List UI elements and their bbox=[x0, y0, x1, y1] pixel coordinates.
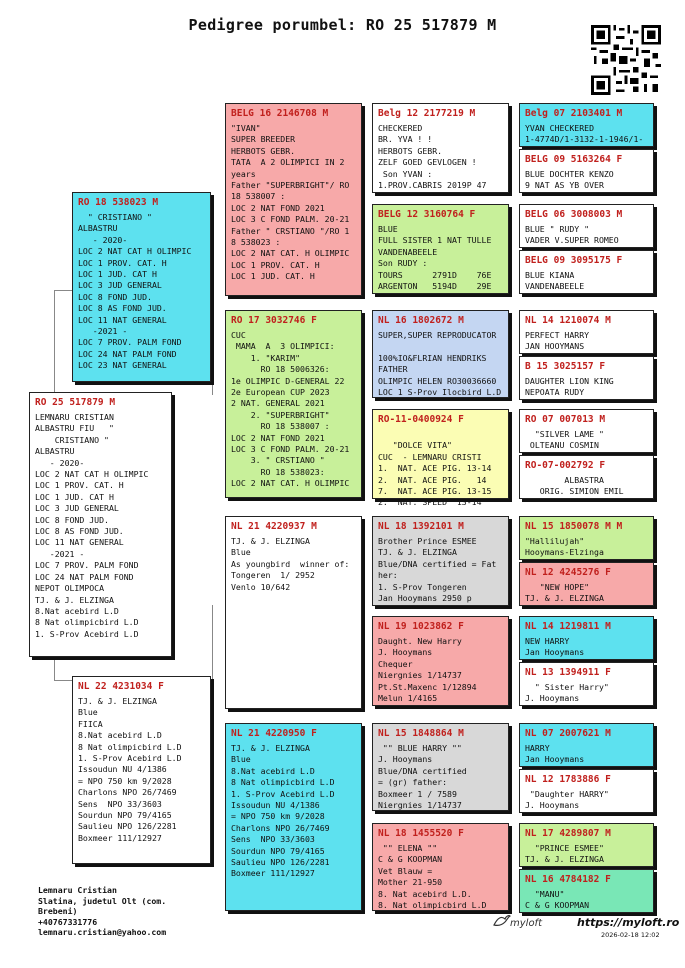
ggp-card bbox=[372, 516, 509, 606]
pedigree-id: BELG 12 3160764 F bbox=[378, 209, 476, 220]
gggp-card bbox=[519, 149, 654, 193]
pedigree-id: NL 16 1802672 M bbox=[378, 315, 464, 326]
ggp-card bbox=[372, 310, 509, 398]
pedigree-notes: "" BLUE HARRY "" J. Hooymans Blue/DNA certified = (gr) father: Boxmeer 1 / 7589 Niergnies 1/14737 bbox=[378, 743, 467, 811]
grandsire-maternal bbox=[225, 516, 362, 709]
sire-id: RO 18 538023 M bbox=[78, 197, 159, 208]
gggp-card bbox=[519, 356, 654, 400]
pedigree-id: NL 21 4220937 M bbox=[231, 521, 317, 532]
qr-code bbox=[591, 25, 661, 95]
pedigree-id: RO 07 007013 M bbox=[525, 414, 606, 425]
pedigree-id: NL 12 1783886 F bbox=[525, 774, 611, 785]
ggp-card bbox=[372, 723, 509, 811]
pedigree-notes: SUPER,SUPER REPRODUCATOR 100%IO&FLRIAN HENDRIKS FATHER OLIMPIC HELEN RO30036660 LOC 1 S-Prov Ilocbird L.D bbox=[378, 330, 502, 398]
pedigree-notes: "NEW HOPE" TJ. & J. ELZINGA bbox=[525, 582, 604, 604]
pedigree-notes: "" ELENA "" C & G KOOPMAN Vet Blauw = Mother 21-950 8. Nat acebird L.D. 8. Nat olimpicbird L.D bbox=[378, 843, 487, 911]
pedigree-id: BELG 06 3008003 M bbox=[525, 209, 623, 220]
bird-logo-icon bbox=[493, 914, 511, 928]
pedigree-notes: PERFECT HARRY JAN HOOYMANS bbox=[525, 330, 590, 352]
gggp-card bbox=[519, 204, 654, 248]
pedigree-id: NL 12 4245276 F bbox=[525, 567, 611, 578]
gggp-card bbox=[519, 662, 654, 706]
pedigree-id: NL 07 2007621 M bbox=[525, 728, 611, 739]
pedigree-notes: Brother Prince ESMEE TJ. & J. ELZINGA Blue/DNA certified = Fat her: 1. S-Prov Tongeren Jan Hooymans 2950 p bbox=[378, 536, 497, 604]
pedigree-notes: BLUE FULL SISTER 1 NAT TULLE VANDENABEELE Son RUDY : TOURS 2791D 76E ARGENTON 5194D 29E bbox=[378, 224, 492, 292]
subject-text: LEMNARU CRISTIAN ALBASTRU FIU " CRISTIANO " ALBASTRU - 2020- LOC 2 NAT CAT H OLIMPIC LOC 1 PROV. CAT. H LOC 1 JUD. CAT H LOC 3 JUD GENERAL LOC 8 FOND JUD. LOC 8 AS FOND JUD. LOC 11 NAT GENERAL -2021 - LOC 7 PROV. PALM FOND LOC 24 NAT PALM FOND NEPOT OLIMPOCA TJ. & J. ELZINGA 8.Nat acebird L.D 8 Nat olimpicbird L.D 1. S-Prov Acebird L.D bbox=[35, 412, 149, 639]
pedigree-id: BELG 16 2146708 M bbox=[231, 108, 329, 119]
pedigree-id: NL 14 1210074 M bbox=[525, 315, 611, 326]
owner-contact: Lemnaru Cristian Slatina, judetul Olt (com. Brebeni) +40767331776 lemnaru.cristian@yahoo.com bbox=[38, 885, 167, 937]
pedigree-id: NL 14 1219811 M bbox=[525, 621, 611, 632]
pedigree-id: NL 15 1850078 M M bbox=[525, 521, 623, 532]
pedigree-notes: "Daughter HARRY" J. Hooymans bbox=[525, 789, 609, 811]
granddam-maternal bbox=[225, 723, 362, 911]
subject-card bbox=[29, 392, 172, 657]
pedigree-notes: ALBASTRA ORIG. SIMION EMIL bbox=[539, 475, 624, 497]
ggp-card bbox=[372, 616, 509, 706]
gggp-card bbox=[519, 516, 654, 560]
pedigree-notes: TJ. & J. ELZINGA Blue As youngbird winner of: Tongeren 1/ 2952 Venlo 10/642 bbox=[231, 536, 350, 592]
pedigree-id: Belg 07 2103401 M bbox=[525, 108, 623, 119]
ggp-card bbox=[372, 823, 509, 911]
pedigree-id: NL 19 1023862 F bbox=[378, 621, 464, 632]
dam-text: TJ. & J. ELZINGA Blue FIICA 8.Nat acebird L.D 8 Nat olimpicbird L.D 1. S-Prov Acebird L.D Issoudun NU 4/1386 = NPO 750 km 9/2028 Charlons NPO 26/7469 Sens NPO 33/3603 Sourdun NPO 79/4165 Saulieu NPO 126/2281 Boxmeer 111/12927 bbox=[78, 696, 182, 843]
pedigree-notes: "Hallilujah" Hooymans-Elzinga bbox=[525, 536, 604, 558]
pedigree-notes: "DOLCE VITA" CUC - LEMNARU CRISTI 1. NAT. ACE PIG. 13-14 2. NAT. ACE PIG. 14 7. NAT. ACE PIG. 13-15 2. NAT. SPEED 13-14 bbox=[378, 440, 492, 508]
page-title: Pedigree porumbel: RO 25 517879 M bbox=[188, 16, 497, 34]
ggp-card bbox=[372, 409, 509, 508]
pedigree-id: NL 16 4784182 F bbox=[525, 874, 611, 885]
pedigree-notes: "SILVER LAME " OLTEANU COSMIN bbox=[529, 429, 604, 451]
pedigree-notes: TJ. & J. ELZINGA Blue 8.Nat acebird L.D 8 Nat olimpicbird L.D 1. S-Prov Acebird L.D Issoudun NU 4/1386 = NPO 750 km 9/2028 Charlons NPO 26/7469 Sens NPO 33/3603 Sourdun NPO 79/4165 Saulieu NPO 126/2281 Boxmeer 111/12927 bbox=[231, 743, 335, 879]
pedigree-id: B 15 3025157 F bbox=[525, 361, 606, 372]
sire-card bbox=[72, 192, 211, 382]
gggp-card bbox=[519, 723, 654, 767]
gggp-card bbox=[519, 103, 654, 147]
pedigree-id: BELG 09 3095175 F bbox=[525, 255, 623, 266]
gggp-card bbox=[519, 310, 654, 354]
pedigree-notes: "PRINCE ESMEE" TJ. & J. ELZINGA bbox=[525, 843, 604, 865]
print-date: 2026-02-18 12:02 bbox=[601, 931, 660, 939]
dam-card bbox=[72, 676, 211, 864]
pedigree-notes: Daught. New Harry J. Hooymans Chequer Niergnies 1/14737 Pt.St.Maxenc 1/12894 Melun 1/4165 bbox=[378, 636, 477, 704]
pedigree-notes: CUC MAMA A 3 OLIMPICI: 1. "KARIM" RO 18 5006326: 1e OLIMPIC D-GENERAL 22 2e European CUP 2023 2 NAT. GENERAL 2021 2. "SUPERBRIGHT" RO 18 538007 : LOC 2 NAT FOND 2021 LOC 3 C FOND PALM. 20-21 3. " CRSTIANO " RO 18 538023: LOC 2 NAT CAT. H OLIMPIC bbox=[231, 330, 350, 489]
pedigree-notes: BLUE KIANA VANDENABEELE bbox=[525, 270, 585, 292]
pedigree-notes: DAUGHTER LION KING NEPOATA RUDY bbox=[525, 376, 614, 398]
pedigree-id: NL 15 1848864 M bbox=[378, 728, 464, 739]
dam-id: NL 22 4231034 F bbox=[78, 681, 164, 692]
pedigree-id: RO-07-002792 F bbox=[525, 460, 606, 471]
pedigree-notes: BLUE " RUDY " VADER V.SUPER ROMEO bbox=[525, 224, 619, 246]
gggp-card bbox=[519, 616, 654, 660]
ggp-card bbox=[372, 204, 509, 294]
gggp-card bbox=[519, 869, 654, 913]
gggp-card bbox=[519, 409, 654, 453]
pedigree-id: BELG 09 5163264 F bbox=[525, 154, 623, 165]
gggp-card bbox=[519, 250, 654, 294]
pedigree-notes: "MANU" C & G KOOPMAN bbox=[525, 889, 590, 911]
ggp-card bbox=[372, 103, 509, 193]
pedigree-id: NL 18 1455520 F bbox=[378, 828, 464, 839]
pedigree-id: NL 21 4220950 F bbox=[231, 728, 317, 739]
pedigree-notes: YVAN CHECKERED 1-4774D/1-3132-1-1946/1- bbox=[525, 123, 644, 145]
pedigree-notes: "IVAN" SUPER BREEDER HERBOTS GEBR. TATA A 2 OLIMPICI IN 2 years Father "SUPERBRIGHT"/ RO 18 538007 : LOC 2 NAT FOND 2021 LOC 3 C FOND PALM. 20-21 Father " CRSTIANO "/RO 1 8 538023 : LOC 2 NAT CAT. H OLIMPIC LOC 1 PROV. CAT. H LOC 1 JUD. CAT. H bbox=[231, 123, 350, 282]
website-link[interactable]: https://myloft.ro bbox=[577, 916, 680, 929]
pedigree-id: NL 13 1394911 F bbox=[525, 667, 611, 678]
pedigree-notes: " Sister Harry" J. Hooymans bbox=[525, 682, 609, 704]
sire-text: " CRISTIANO " ALBASTRU - 2020- LOC 2 NAT CAT H OLIMPIC LOC 1 PROV. CAT. H LOC 1 JUD. CAT H LOC 3 JUD GENERAL LOC 8 FOND JUD. LOC 8 AS FOND JUD. LOC 11 NAT GENERAL -2021 - LOC 7 PROV. PALM FOND LOC 24 NAT PALM FOND LOC 23 NAT GENERAL bbox=[78, 212, 192, 371]
gggp-card bbox=[519, 562, 654, 606]
gggp-card bbox=[519, 823, 654, 867]
gggp-card bbox=[519, 769, 654, 813]
subject-id: RO 25 517879 M bbox=[35, 397, 116, 408]
gggp-card bbox=[519, 455, 654, 499]
pedigree-id: RO-11-0400924 F bbox=[378, 414, 464, 425]
pedigree-id: NL 18 1392101 M bbox=[378, 521, 464, 532]
pedigree-notes: NEW HARRY Jan Hooymans bbox=[525, 636, 585, 658]
pedigree-notes: BLUE DOCHTER KENZO 9 NAT AS YB OVER bbox=[525, 169, 614, 191]
pedigree-notes: HARRY Jan Hooymans bbox=[525, 743, 585, 765]
pedigree-notes: CHECKERED BR. YVA ! ! HERBOTS GEBR. ZELF GOED GEVLOGEN ! Son YVAN : 1.PROV.CABRIS 2019P 47 bbox=[378, 123, 487, 191]
pedigree-id: RO 17 3032746 F bbox=[231, 315, 317, 326]
pedigree-id: Belg 12 2177219 M bbox=[378, 108, 476, 119]
pedigree-id: NL 17 4289807 M bbox=[525, 828, 611, 839]
grandsire-paternal bbox=[225, 103, 362, 296]
brand-name: myloft bbox=[510, 918, 542, 929]
granddam-paternal bbox=[225, 310, 362, 498]
